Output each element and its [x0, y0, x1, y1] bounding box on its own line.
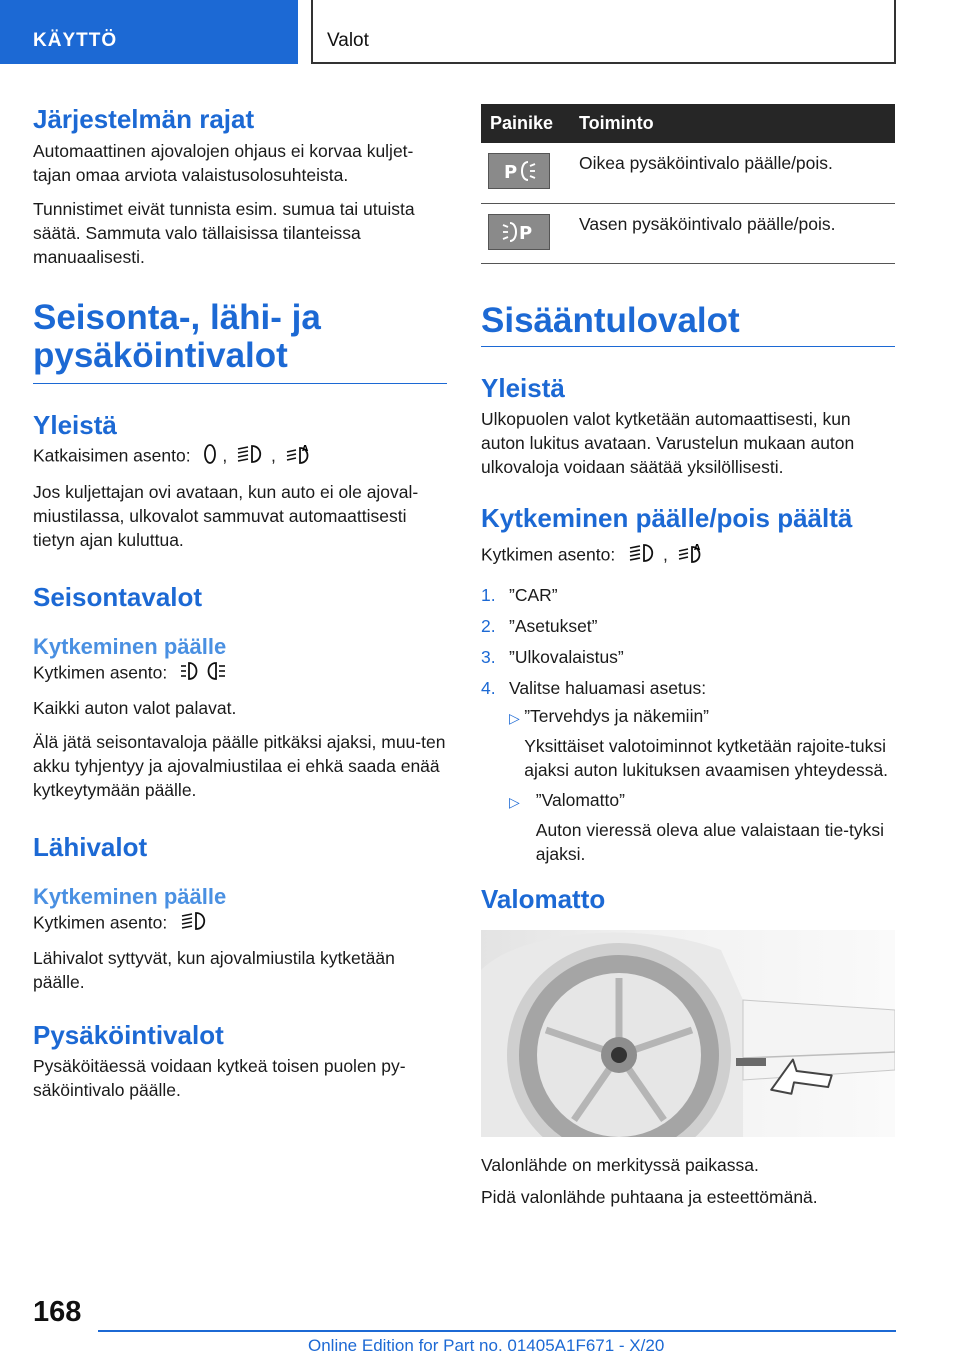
entry-general-heading: Yleistä [481, 372, 565, 403]
list-item: ▷ ”Valomatto” Auton vieressä oleva alue valaistaan tie-tyksi ajaksi. [509, 789, 885, 864]
low-beam-icon [180, 910, 210, 938]
triangle-bullet-icon: ▷ [509, 793, 520, 810]
auto-light-icon [285, 442, 313, 472]
park-lights-heading: Pysäköintivalot [33, 1020, 224, 1050]
right-parking-light-button[interactable] [488, 153, 550, 189]
parking-on-heading: Kytkeminen päälle [33, 634, 227, 659]
section-title-lights-1: Seisonta-, lähi- ja [33, 298, 321, 337]
low-beam-switch-line [33, 910, 447, 938]
list-item: ▷ ”Tervehdys ja näkemiin” Yksittäiset valotoiminnot kytketään rajoite-tuksi ajaksi auton lukituksen avaamisen yhteydessä. [509, 705, 889, 780]
section-title-lights-2: pysäköintivalot [33, 336, 288, 375]
section-title-entry-lights: Sisääntulovalot [481, 300, 740, 340]
list-item: 2. ”Asetukset” [481, 615, 598, 636]
general-paragraph: Jos kuljettajan ovi avataan, kun auto ei ole ajoval-miustilassa, ulkovalot sammuvat automaattisesti tietyn ajan kuluttua. [33, 482, 419, 550]
switching-switch-line: Kytkimen asento: , A [481, 541, 895, 571]
options-list [509, 704, 895, 866]
triangle-bullet-icon: ▷ [509, 709, 520, 726]
low-beam-switch-label: Kytkimen asento: [33, 912, 168, 933]
edition-footer: Online Edition for Part no. 01405A1F671 - X/20 [308, 1336, 665, 1355]
parking-switch-label: Kytkimen asento: [33, 662, 168, 683]
list-item: 1. ”CAR” [481, 584, 558, 605]
footer-rule [98, 1330, 896, 1332]
table-cell-function: Oikea pysäköintivalo päälle/pois. [579, 143, 895, 203]
low-beam-paragraph: Lähivalot syttyvät, kun ajovalmiustila kytketään päälle. [33, 948, 395, 992]
list-item: 3. ”Ulkovalaistus” [481, 646, 624, 667]
chapter-title: Valot [311, 0, 896, 64]
switching-switch-label: Kytkimen asento: [481, 544, 616, 565]
limits-paragraph-2: Tunnistimet eivät tunnista esim. sumua tai utuista säätä. Sammuta valo tällaisissa tilanteissa manuaalisesti. [33, 199, 415, 267]
switching-heading: Kytkeminen päälle/pois päältä [481, 502, 853, 533]
table-header-button: Painike [481, 104, 579, 143]
section-rule [481, 346, 895, 347]
svg-text:P: P [519, 222, 533, 244]
list-item: 4. Valitse haluamasi asetus: ▷ ”Tervehdys ja näkemiin” Yksittäiset valotoiminnot kytketään rajoite-tuksi ajaksi auton lukituksen avaamisen yhteydessä. ▷ ”Valomatto” Auton vieressä oleva alue valaistaan tie-tyksi ajaksi. [481, 676, 895, 866]
switch-position-label: Katkaisimen asento: [33, 445, 191, 466]
switch-position-line: Katkaisimen asento: , , A [33, 442, 447, 472]
carpet-paragraph-1: Valonlähde on merkityssä paikassa. [481, 1154, 759, 1175]
general-heading: Yleistä [33, 410, 117, 440]
parking-paragraph-2: Älä jätä seisontavaloja päälle pitkäksi ajaksi, muu-ten akku tyhjentyy ja ajovalmiustilaa ei ehkä saada enää kytkeytymään päälle. [33, 732, 446, 800]
auto-light-icon [677, 541, 705, 571]
low-beam-icon [628, 542, 658, 570]
carpet-paragraph-2: Pidä valonlähde puhtaana ja esteettömänä. [481, 1186, 818, 1207]
parking-light-icon [180, 660, 226, 688]
left-parking-light-icon [502, 219, 536, 245]
page-number: 168 [33, 1296, 82, 1328]
park-lights-paragraph: Pysäköitäessä voidaan kytkeä toisen puolen py-säköintivalo päälle. [33, 1056, 406, 1100]
table-cell-function: Vasen pysäköintivalo päälle/pois. [579, 203, 895, 263]
table-row [481, 203, 895, 263]
lights-off-icon [203, 443, 217, 471]
limits-heading: Järjestelmän rajat [33, 104, 255, 134]
low-beam-on-heading: Kytkeminen päälle [33, 884, 227, 909]
low-beam-icon [236, 443, 266, 471]
low-beam-heading: Lähivalot [33, 832, 148, 862]
car-wheel-image [481, 930, 895, 1137]
table-header-row [481, 104, 895, 143]
table-header-function: Toiminto [579, 104, 895, 143]
left-column [33, 104, 447, 1102]
carpet-heading: Valomatto [481, 883, 606, 914]
right-column [481, 104, 895, 1209]
svg-text:A: A [301, 444, 308, 453]
limits-paragraph-1: Automaattinen ajovalojen ohjaus ei korvaa kuljet-tajan omaa arviota valaistusolosuhteista. [33, 141, 414, 185]
steps-list [481, 583, 895, 866]
table-row [481, 143, 895, 203]
right-parking-light-icon [502, 158, 536, 184]
left-parking-light-button[interactable] [488, 214, 550, 250]
section-tab: KÄYTTÖ [0, 0, 298, 64]
parking-switch-line [33, 660, 447, 688]
button-function-table [481, 104, 895, 264]
section-rule [33, 383, 447, 384]
svg-text:A: A [693, 542, 700, 552]
parking-paragraph-1: Kaikki auton valot palavat. [33, 698, 237, 718]
parking-heading: Seisontavalot [33, 582, 203, 612]
entry-general-paragraph: Ulkopuolen valot kytketään automaattisesti, kun auton lukitus avataan. Varustelun mukaan auton ulkovaloja voidaan säätää yksilöllisesti. [481, 408, 855, 477]
svg-text:P: P [504, 162, 518, 183]
